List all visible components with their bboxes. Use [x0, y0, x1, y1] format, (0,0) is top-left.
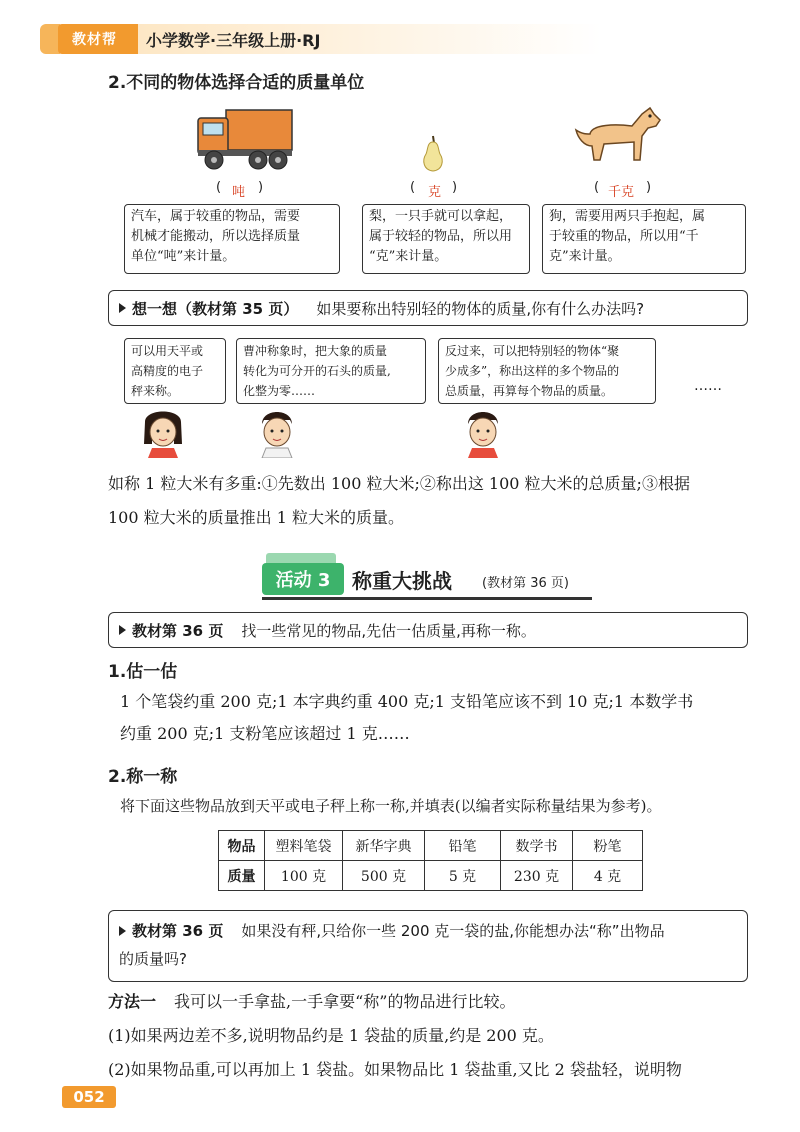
task-tag: 教材第 36 页 — [132, 621, 224, 640]
activity-tab: 活动 3 — [262, 563, 344, 595]
triangle-icon — [119, 926, 126, 936]
explanation-line: 机械才能搬动，所以选择质量 — [131, 229, 301, 244]
table-cell: 数学书 — [501, 831, 573, 861]
speech-line: 总质量，再算每个物品的质量。 — [445, 384, 614, 398]
table-cell: 500 克 — [343, 861, 425, 891]
section-title-units: 2.不同的物体选择合适的质量单位 — [108, 73, 365, 93]
explanation-line: 属于较轻的物品，所以用 — [369, 229, 513, 244]
speech-bubble-2 — [236, 338, 426, 404]
table-row — [219, 861, 643, 891]
task2-line1 — [119, 917, 737, 945]
table-cell: 100 克 — [265, 861, 343, 891]
explanation-line: 狗，需要用两只手抱起，属 — [549, 209, 706, 224]
explanation-gram — [362, 204, 530, 274]
speech-bubble-3 — [438, 338, 656, 404]
unit-paren-close: ) — [646, 180, 652, 195]
task-box — [108, 612, 748, 648]
weigh-title: 2.称一称 — [108, 767, 178, 787]
table-cell: 质量 — [219, 861, 265, 891]
activity-ref: (教材第 36 页) — [482, 576, 569, 591]
unit-paren-close: ) — [452, 180, 458, 195]
table-cell: 新华字典 — [343, 831, 425, 861]
unit-answer-kilogram: 千克 — [608, 185, 635, 200]
explanation-line: 于较重的物品，所以用“千 — [549, 229, 699, 244]
table-cell: 粉笔 — [573, 831, 643, 861]
think-box — [108, 290, 748, 326]
table-cell: 物品 — [219, 831, 265, 861]
unit-paren-open: ( — [410, 180, 416, 195]
dog-icon — [570, 100, 662, 170]
unit-answer-gram: 克 — [428, 185, 442, 200]
triangle-icon — [119, 625, 126, 635]
boy-avatar-2 — [460, 404, 506, 458]
speech-line: 高精度的电子 — [131, 364, 204, 378]
unit-paren-open: ( — [216, 180, 222, 195]
speech-line: 秤来称。 — [131, 384, 180, 398]
task2-tag: 教材第 36 页 — [132, 922, 224, 940]
header-title: 小学数学·三年级上册·RJ — [146, 31, 321, 50]
table-cell: 5 克 — [425, 861, 501, 891]
speech-line: 转化为可分开的石头的质量, — [243, 364, 391, 378]
rice-answer-line2: 100 粒大米的质量推出 1 粒大米的质量。 — [108, 508, 404, 527]
page-number: 052 — [62, 1086, 116, 1108]
method-line2: (1)如果两边差不多,说明物品约是 1 袋盐的质量,约是 200 克。 — [108, 1026, 554, 1045]
triangle-icon — [119, 303, 126, 313]
table-cell: 4 克 — [573, 861, 643, 891]
unit-paren-open: ( — [594, 180, 600, 195]
table-cell: 塑料笔袋 — [265, 831, 343, 861]
method-label: 方法一 — [108, 992, 157, 1011]
think-question: 如果要称出特别轻的物体的质量,你有什么办法吗? — [316, 299, 645, 318]
speech-line: 反过来，可以把特别轻的物体“聚 — [445, 344, 620, 358]
task2-text-1: 如果没有秤,只给你一些 200 克一袋的盐,你能想办法“称”出物品 — [241, 922, 665, 940]
explanation-line: “克”来计量。 — [369, 249, 448, 264]
explanation-ton — [124, 204, 340, 274]
unit-answer-ton: 吨 — [232, 185, 246, 200]
weigh-intro: 将下面这些物品放到天平或电子秤上称一称,并填表(以编者实际称量结果为参考)。 — [120, 797, 662, 815]
task2-text-2: 的质量吗? — [119, 950, 187, 968]
header-tab-edge — [40, 24, 60, 54]
explanation-line: 单位“吨”来计量。 — [131, 249, 236, 264]
think-tag: 想一想（教材第 35 页） — [132, 299, 299, 318]
speech-bubble-1 — [124, 338, 226, 404]
table-row — [219, 831, 643, 861]
unit-paren-close: ) — [258, 180, 264, 195]
speech-line: 可以用天平或 — [131, 344, 204, 358]
speech-line: 化整为零…… — [243, 384, 316, 398]
speech-ellipsis: …… — [694, 378, 722, 394]
header-brand: 教材帮 — [72, 32, 117, 48]
estimate-line2: 约重 200 克;1 支粉笔应该超过 1 克…… — [120, 724, 410, 743]
explanation-line: 汽车，属于较重的物品，需要 — [131, 209, 301, 224]
pear-icon — [418, 134, 448, 174]
table-cell: 铅笔 — [425, 831, 501, 861]
explanation-line: 梨，一只手就可以拿起， — [369, 209, 513, 224]
method-line1-text: 我可以一手拿盐,一手拿要“称”的物品进行比较。 — [174, 992, 516, 1011]
explanation-line: 克”来计量。 — [549, 249, 621, 264]
truck-icon — [196, 104, 296, 174]
weight-table — [218, 830, 643, 891]
table-cell: 230 克 — [501, 861, 573, 891]
estimate-title: 1.估一估 — [108, 662, 178, 682]
estimate-line1: 1 个笔袋约重 200 克;1 本字典约重 400 克;1 支铅笔应该不到 10 克;1 本数学书 — [120, 692, 694, 711]
speech-line: 曹冲称象时，把大象的质量 — [243, 344, 388, 358]
method-line1 — [108, 990, 758, 1014]
speech-line: 少成多”，称出这样的多个物品的 — [445, 364, 620, 378]
activity-title: 称重大挑战 — [352, 569, 452, 593]
activity-underline — [262, 597, 592, 600]
task-text: 找一些常见的物品,先估一估质量,再称一称。 — [241, 621, 536, 640]
girl-avatar — [140, 404, 186, 458]
method-line3: (2)如果物品重,可以再加上 1 袋盐。如果物品比 1 袋盐重,又比 2 袋盐轻，说明物 — [108, 1060, 682, 1079]
boy-avatar-1 — [254, 404, 300, 458]
task-box-2 — [108, 910, 748, 982]
explanation-kilogram — [542, 204, 746, 274]
rice-answer-line1: 如称 1 粒大米有多重:①先数出 100 粒大米;②称出这 100 粒大米的总质量;③根据 — [108, 474, 690, 493]
